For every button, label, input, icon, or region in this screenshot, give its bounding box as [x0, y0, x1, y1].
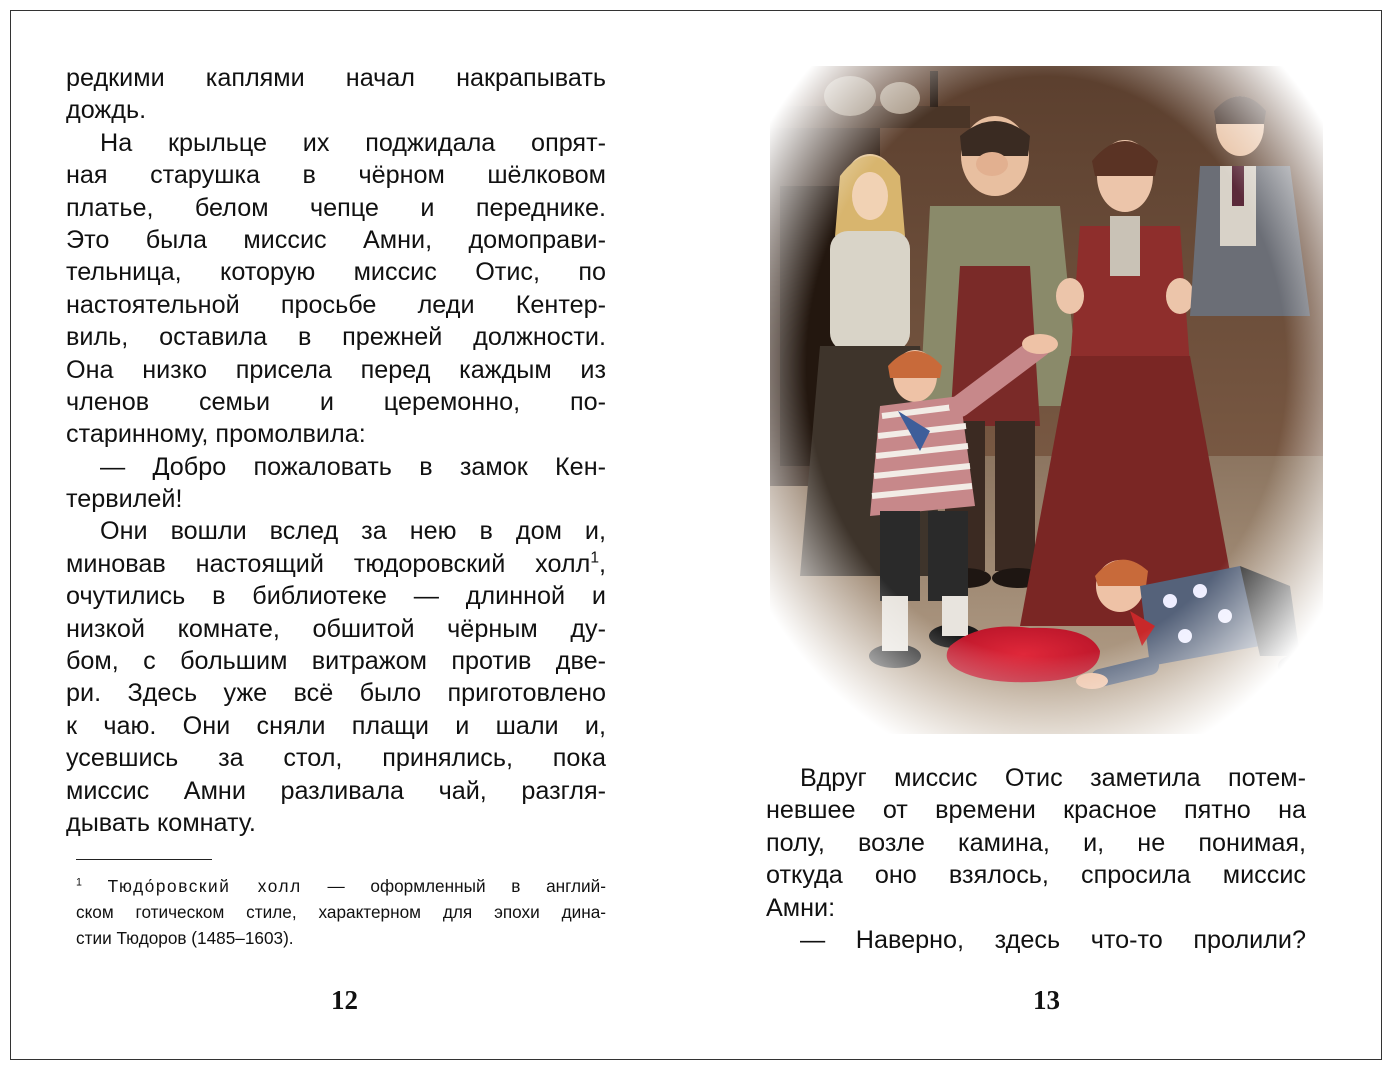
- footnote-marker: 1: [76, 876, 82, 889]
- text-line: тервилей!: [66, 485, 183, 514]
- footnote-text: — оформленный в англий-: [301, 876, 606, 896]
- text-line: полу, возле камина, и, не понимая,: [766, 828, 1306, 857]
- text-line: дождь.: [66, 96, 147, 125]
- text-line: Вдруг миссис Отис заметила потем-: [800, 764, 1306, 792]
- text-line: На крыльце их поджидала опрят-: [100, 128, 606, 157]
- text-line: ная старушка в чёрном шёлковом: [66, 161, 606, 190]
- text-line: членов семьи и церемонно, по-: [66, 387, 606, 416]
- text-line-with-footnote: [66, 548, 606, 580]
- text-line: усевшись за стол, принялись, пока: [66, 744, 606, 773]
- footnote-divider: [76, 859, 212, 860]
- footnote-line: ском готическом стиле, характерном для эпохи дина-: [76, 902, 606, 922]
- text-line: тельница, которую миссис Отис, по: [66, 258, 606, 287]
- page-number-left: 12: [331, 985, 358, 1015]
- right-page-text: [766, 762, 1306, 956]
- text-line: невшее от времени красное пятно на: [766, 796, 1306, 825]
- footnote-reference: 1: [590, 549, 599, 567]
- text-line: откуда оно взялось, спросила миссис: [766, 861, 1306, 890]
- left-page-text: [66, 62, 606, 839]
- text-line: платье, белом чепце и переднике.: [66, 193, 606, 222]
- text-line-content: миновав настоящий тюдоровский холл: [66, 549, 591, 578]
- text-line: дывать комнату.: [66, 808, 256, 837]
- text-line: низкой комнате, обшитой чёрным ду-: [66, 614, 606, 643]
- text-line: миссис Амни разливала чай, разгля-: [66, 776, 606, 805]
- text-line: Амни:: [766, 893, 836, 922]
- footnote-line: стии Тюдоров (1485–1603).: [76, 928, 294, 948]
- text-line: редкими каплями начал накрапывать: [66, 64, 606, 92]
- page-number-right: 13: [1033, 985, 1060, 1015]
- footnote-line: [76, 873, 606, 899]
- footnote-ref-comma: ,: [599, 549, 606, 578]
- text-line: Это была миссис Амни, домоправи-: [66, 225, 606, 254]
- text-line: ри. Здесь уже всё было приготовлено: [66, 679, 606, 708]
- text-line: виль, оставила в прежней должности.: [66, 323, 606, 352]
- text-line: бом, с большим витражом против две-: [66, 647, 606, 676]
- text-line: к чаю. Они сняли плащи и шали и,: [66, 711, 606, 740]
- text-line: старинному, промолвила:: [66, 420, 366, 449]
- text-line: Она низко присела перед каждым из: [66, 355, 606, 384]
- footnote: [76, 873, 606, 951]
- text-line: — Наверно, здесь что-то пролили?: [800, 925, 1306, 954]
- text-line: настоятельной просьбе леди Кентер-: [66, 290, 606, 319]
- text-line: очутились в библиотеке — длинной и: [66, 582, 606, 611]
- book-illustration-icon: [770, 66, 1323, 734]
- text-line: — Добро пожаловать в замок Кен-: [100, 452, 606, 481]
- text-line: Они вошли вслед за нею в дом и,: [100, 517, 606, 546]
- footnote-term: Тюдо́ровский холл: [107, 876, 302, 896]
